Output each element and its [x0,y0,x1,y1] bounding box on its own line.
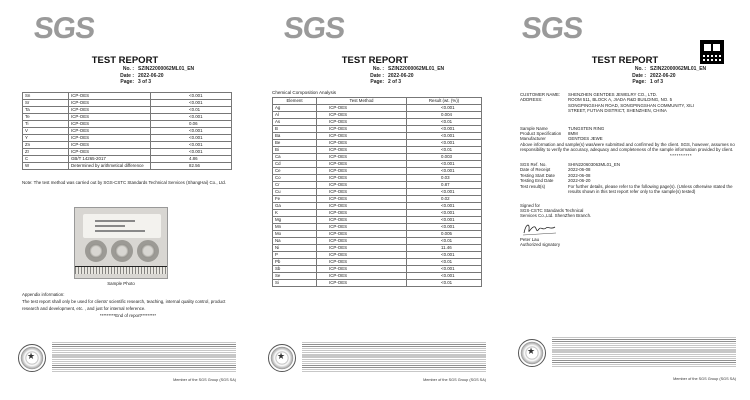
element-cell: Fe [273,196,317,203]
table-row [273,224,482,231]
element-cell: Y [23,135,69,142]
element-cell: Al [273,112,317,119]
table-row [273,189,482,196]
table-row [273,105,482,112]
element-cell: Mg [273,217,317,224]
method-cell: ICP-OES [317,210,407,217]
method-cell: ICP-OES [317,280,407,287]
sgs-logo: SGS [282,12,346,45]
product-spec: 8MM [568,131,578,137]
element-cell: Mn [273,224,317,231]
method-cell: ICP-OES [317,154,407,161]
table-row [273,168,482,175]
table-row [273,119,482,126]
element-cell: B [273,126,317,133]
table-row [273,161,482,168]
signature-icon [522,221,558,237]
table-row [273,196,482,203]
element-cell: Ti [23,121,69,128]
element-cell: Sb [273,266,317,273]
signer-name: Peter Lau [520,236,540,242]
header-test-method: Test Method [317,98,407,105]
method-cell: ICP-OES [317,133,407,140]
page-footer [518,337,736,381]
report-page-2 [250,0,500,400]
method-cell: ICP-OES [317,224,407,231]
terms-fine-print [552,337,736,367]
report-page-3 [0,0,250,400]
table-row [273,259,482,266]
report-meta: No. : SZIN22000062ML01_EN Date : 2022-06-20 Page: 2 of 3 [370,66,445,86]
report-title: TEST REPORT [91,55,159,66]
result-cell: <0.001 [151,142,232,149]
table-row [273,217,482,224]
start-date: 2022-06-08 [568,172,591,178]
table-row [273,266,482,273]
element-cell: Pb [273,259,317,266]
method-cell: ICP-OES [69,114,151,121]
table-row [273,182,482,189]
element-cell: As [273,119,317,126]
appendix [22,291,234,319]
result-cell: <0.001 [407,203,482,210]
result-cell: <0.001 [151,135,232,142]
table-row [23,135,232,142]
customer-name: SHENZHEN GENTDES JEWELRY CO., LTD. [568,92,658,97]
method-cell: ICP-OES [317,266,407,273]
element-cell: Sr [23,100,69,107]
disclaimer: Above information and sample(s) was/were submitted and confirmed by the client. SGS, however, assumes no responsibility to verify the accuracy, adequacy and completeness of the sample information provided by client. [520,141,735,153]
result-cell: 0.004 [407,112,482,119]
result-cell: <0.001 [407,266,482,273]
method-cell: ICP-OES [69,135,151,142]
address-line-1: ROOM 511, BLOCK A, JIADA R&D BUILDING, NO. 5 [568,97,673,103]
result-cell: <0.01 [151,107,232,114]
header-result: Result (wt. (%)) [407,98,482,105]
page-footer [268,342,486,382]
receipt-label: Date of Receipt [520,167,551,173]
signer-title: Authorized signatory [520,242,561,248]
result-cell: <0.001 [407,168,482,175]
result-cell: <0.01 [407,119,482,126]
element-cell: Ni [273,245,317,252]
result-cell: <0.001 [407,224,482,231]
page-footer [18,342,236,382]
method-cell: ICP-OES [317,126,407,133]
report-meta: No. : SZIN22000062ML01_EN Date : 2022-06-20 Page: 3 of 3 [120,66,195,86]
result-cell: 82.56 [151,163,232,170]
result-text-2: (Unless otherwise stated the results shown in this test report refer only to the sample(s) tested) [568,183,733,195]
result-cell: 0.03 [407,175,482,182]
method-note: Note: The test method was carried out by SGS-CSTC Standards Technical Services (ShangHai) Co., Ltd. [22,180,227,185]
table-row [23,149,232,156]
table-row [273,238,482,245]
result-cell: 0.02 [407,196,482,203]
table-row [273,231,482,238]
sample-card [83,214,161,238]
result-cell: <0.001 [151,100,232,107]
table-row [273,210,482,217]
method-cell: ICP-OES [69,128,151,135]
method-cell: ICP-OES [69,100,151,107]
method-cell: Determined by arithmetical difference [69,163,151,170]
method-cell: ICP-OES [317,119,407,126]
sgs-logo: SGS [520,12,584,45]
appendix-text: The test report shall only be used for clients' scientific research, teaching, internal quality control, product research and development, etc. , and just for internal reference. [22,299,226,311]
table-row [23,163,232,170]
table-row [23,156,232,163]
table-header-row [273,98,482,105]
report-title: TEST REPORT [341,55,409,66]
result-cell: <0.001 [407,217,482,224]
result-cell: <0.01 [407,259,482,266]
result-cell: <0.001 [407,133,482,140]
element-cell: Na [273,238,317,245]
end-of-report: *********End of report********* [99,313,157,318]
result-text-1: For further details, please refer to the following page(s). [568,183,676,189]
report-page-1 [500,0,750,400]
signed-for: Signed for [520,202,541,208]
table-row [273,252,482,259]
result-cell: <0.001 [407,210,482,217]
method-cell: ICP-OES [69,121,151,128]
footer-member: Member of the SGS Group (SGS SA) [173,378,236,382]
header-element: Element [273,98,317,105]
result-cell: <0.001 [407,140,482,147]
ruler [75,266,168,274]
method-cell: ICP-OES [317,182,407,189]
result-cell: <0.001 [407,273,482,280]
method-cell: ICP-OES [317,259,407,266]
table-row [273,280,482,287]
method-cell: ICP-OES [317,168,407,175]
method-cell: ICP-OES [317,238,407,245]
sgs-logo: SGS [32,12,96,45]
result-cell: <0.001 [407,252,482,259]
method-cell: GB/T 14265-2017 [69,156,151,163]
element-cell: Co [273,175,317,182]
element-cell: Be [273,140,317,147]
table-caption: Chemical Composition Analysis [272,90,337,95]
method-cell: ICP-OES [317,105,407,112]
seal-icon [268,344,296,372]
result-label: Test result(s) [520,183,546,189]
report-title: TEST REPORT [591,55,659,66]
address-line-3: STREET, FUTIAN DISTRICT, SHENZHEN, CHINA [568,108,667,114]
element-cell: Si [273,280,317,287]
table-row [273,140,482,147]
ring-3 [137,240,159,262]
table-row [273,175,482,182]
element-cell: Se [273,273,317,280]
seal-icon [18,344,46,372]
sgs-ref: SHIN220603063ML01_EN [568,162,620,168]
customer-name-label: CUSTOMER NAME: [520,92,561,97]
terms-fine-print [52,342,236,372]
element-cell: Cr [273,182,317,189]
method-cell: ICP-OES [69,107,151,114]
photo-caption: Sample Photo [107,281,135,286]
report-meta: No. : SZIN22000062ML01_EN Date : 2022-06-20 Page: 1 of 3 [632,66,707,86]
seal-icon [518,339,546,367]
element-cell: Zn [23,142,69,149]
method-cell: ICP-OES [317,245,407,252]
address-line-2: SONGPINGSHAN ROAD, SONGPINGSHAN COMMUNITY, XILI [568,102,695,108]
end-label: Testing End Date [520,178,554,184]
ring-1 [85,240,107,262]
element-cell: C [23,156,69,163]
end-date: 2022-06-20 [568,178,591,184]
element-cell: Ta [23,107,69,114]
table-row [23,114,232,121]
sample-name: TUNGSTEN RING [568,125,605,131]
sample-name-label: Sample Name [520,125,548,131]
result-cell: <0.001 [151,149,232,156]
table-row [273,245,482,252]
sample-photo [74,207,168,279]
result-cell: <0.001 [151,114,232,121]
start-label: Testing Start Date [520,172,555,178]
element-cell: Ca [273,154,317,161]
method-cell: ICP-OES [69,142,151,149]
table-row [23,93,232,100]
table-row [273,133,482,140]
result-cell: <0.001 [407,161,482,168]
method-cell: ICP-OES [69,93,151,100]
result-cell: 11.46 [407,245,482,252]
result-cell: 0.06 [151,121,232,128]
element-cell: Ce [273,168,317,175]
element-cell: K [273,210,317,217]
results-table-continued [22,92,232,170]
table-row [23,107,232,114]
result-cell: <0.01 [407,280,482,287]
method-cell: ICP-OES [317,140,407,147]
result-cell: 0.003 [407,154,482,161]
ring-2 [111,240,133,262]
element-cell: Mo [273,231,317,238]
element-cell: W [23,163,69,170]
result-cell: 0.005 [407,231,482,238]
element-cell: Ag [273,105,317,112]
footer-member: Member of the SGS Group (SGS SA) [423,378,486,382]
result-cell: <0.01 [407,147,482,154]
receipt-date: 2022-06-08 [568,167,591,173]
terms-fine-print [302,342,486,372]
result-cell: <0.001 [151,93,232,100]
method-cell: ICP-OES [317,147,407,154]
result-cell: 4.86 [151,156,232,163]
method-cell: ICP-OES [317,189,407,196]
element-cell: P [273,252,317,259]
table-row [23,121,232,128]
table-row [23,142,232,149]
result-cell: <0.001 [407,105,482,112]
signature [520,219,738,237]
method-cell: ICP-OES [317,252,407,259]
chemical-composition-table [272,97,482,287]
method-cell: ICP-OES [317,203,407,210]
element-cell: Sn [23,93,69,100]
element-cell: Bi [273,147,317,154]
element-cell: Zr [23,149,69,156]
result-cell: <0.001 [407,189,482,196]
manufacturer: GENTDES JEWE [568,136,603,142]
table-row [23,128,232,135]
table-row [23,100,232,107]
result-cell: <0.001 [151,128,232,135]
report-info [520,92,738,248]
element-cell: V [23,128,69,135]
footer-member: Member of the SGS Group (SGS SA) [673,377,736,381]
table-row [273,273,482,280]
signed-org: SGS-CSTC Standards Technical [520,207,584,213]
manufacturer-label: Manufacturer [520,136,546,142]
method-cell: ICP-OES [317,161,407,168]
sgs-ref-label: SGS Ref. No. [520,162,547,168]
element-cell: Ga [273,203,317,210]
result-cell: <0.001 [407,126,482,133]
method-cell: ICP-OES [317,217,407,224]
result-cell: <0.01 [407,238,482,245]
element-cell: Te [23,114,69,121]
method-cell: ICP-OES [317,196,407,203]
table-row [273,147,482,154]
separator: ********** [670,152,693,158]
table-row [273,203,482,210]
product-spec-label: Product Specification [520,131,562,137]
appendix-title: Appendix information: [22,292,65,297]
method-cell: ICP-OES [317,273,407,280]
method-cell: ICP-OES [317,175,407,182]
address-label: ADDRESS: [520,97,543,103]
method-cell: ICP-OES [317,112,407,119]
table-row [273,112,482,119]
table-row [273,154,482,161]
element-cell: Cu [273,189,317,196]
element-cell: Ba [273,133,317,140]
signed-branch: Services Co.,Ltd. ShenZhen Branch. [520,213,592,219]
element-cell: Cd [273,161,317,168]
table-row [273,126,482,133]
method-cell: ICP-OES [317,231,407,238]
result-cell: 0.87 [407,182,482,189]
method-cell: ICP-OES [69,149,151,156]
